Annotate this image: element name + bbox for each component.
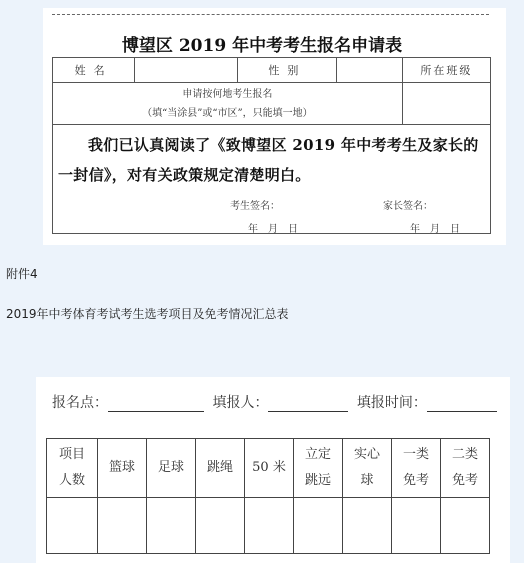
summary-table <box>46 438 490 554</box>
col-l2: 跳远 <box>304 473 331 488</box>
col-header <box>441 439 490 498</box>
apply-location-prompt <box>53 83 403 125</box>
annex-title: 2019年中考体育考试考生选考项目及免考情况汇总表 <box>6 307 289 321</box>
data-cell <box>98 498 147 554</box>
col-header <box>147 439 196 498</box>
col-l1: 立定 <box>304 447 331 462</box>
data-cell <box>147 498 196 554</box>
parent-date: 年 月 日 <box>410 224 460 235</box>
col-l1: 篮球 <box>108 460 135 475</box>
annex-label: 附件4 <box>6 267 38 281</box>
parent-sign-label: 家长签名： <box>383 201 433 212</box>
student-sign-label: 考生签名： <box>230 201 280 212</box>
col-l1: 二类 <box>451 447 478 462</box>
corner-bottom: 人数 <box>58 473 85 488</box>
col-header <box>98 439 147 498</box>
name-field <box>135 58 238 83</box>
col-l2: 球 <box>360 473 374 488</box>
form-title: 博望区 2019 年中考考生报名申请表 <box>121 36 403 56</box>
corner-cell <box>47 439 98 498</box>
gender-field <box>337 58 402 83</box>
site-label: 报名点： <box>52 395 108 411</box>
site-blank <box>108 397 204 412</box>
data-cell <box>47 498 98 554</box>
col-l1: 一类 <box>402 447 429 462</box>
pledge-text: 我们已认真阅读了《致博望区 2019 年中考考生及家长的一封信》，对有关政策规定清楚明白。 <box>58 136 479 184</box>
top-divider <box>52 14 489 15</box>
time-label: 填报时间： <box>356 395 427 411</box>
report-info-line <box>52 392 497 412</box>
apply-line2: （填“当涂县”或“市区”，只能填一地） <box>142 107 313 119</box>
application-form-table <box>52 57 491 125</box>
data-cell <box>245 498 294 554</box>
col-l1: 跳绳 <box>206 460 233 475</box>
data-cell <box>441 498 490 554</box>
class-label: 所在班级 <box>402 58 490 83</box>
col-header <box>343 439 392 498</box>
student-date: 年 月 日 <box>248 224 298 235</box>
filler-blank <box>268 397 348 412</box>
col-header <box>294 439 343 498</box>
col-l1: 足球 <box>157 460 184 475</box>
data-cell <box>196 498 245 554</box>
col-l1: 50 米 <box>252 460 286 475</box>
data-cell <box>392 498 441 554</box>
class-field <box>402 83 490 125</box>
col-l2: 免考 <box>402 473 429 488</box>
time-blank <box>427 397 497 412</box>
gender-label: 性别 <box>238 58 337 83</box>
data-cell <box>343 498 392 554</box>
corner-top: 项目 <box>58 447 85 462</box>
col-header <box>245 439 294 498</box>
name-label: 姓名 <box>53 58 135 83</box>
data-cell <box>294 498 343 554</box>
col-header <box>196 439 245 498</box>
apply-line1: 申请按何地考生报名 <box>182 88 273 100</box>
filler-label: 填报人： <box>212 395 269 411</box>
col-l2: 免考 <box>451 473 478 488</box>
col-header <box>392 439 441 498</box>
col-l1: 实心 <box>353 447 380 462</box>
